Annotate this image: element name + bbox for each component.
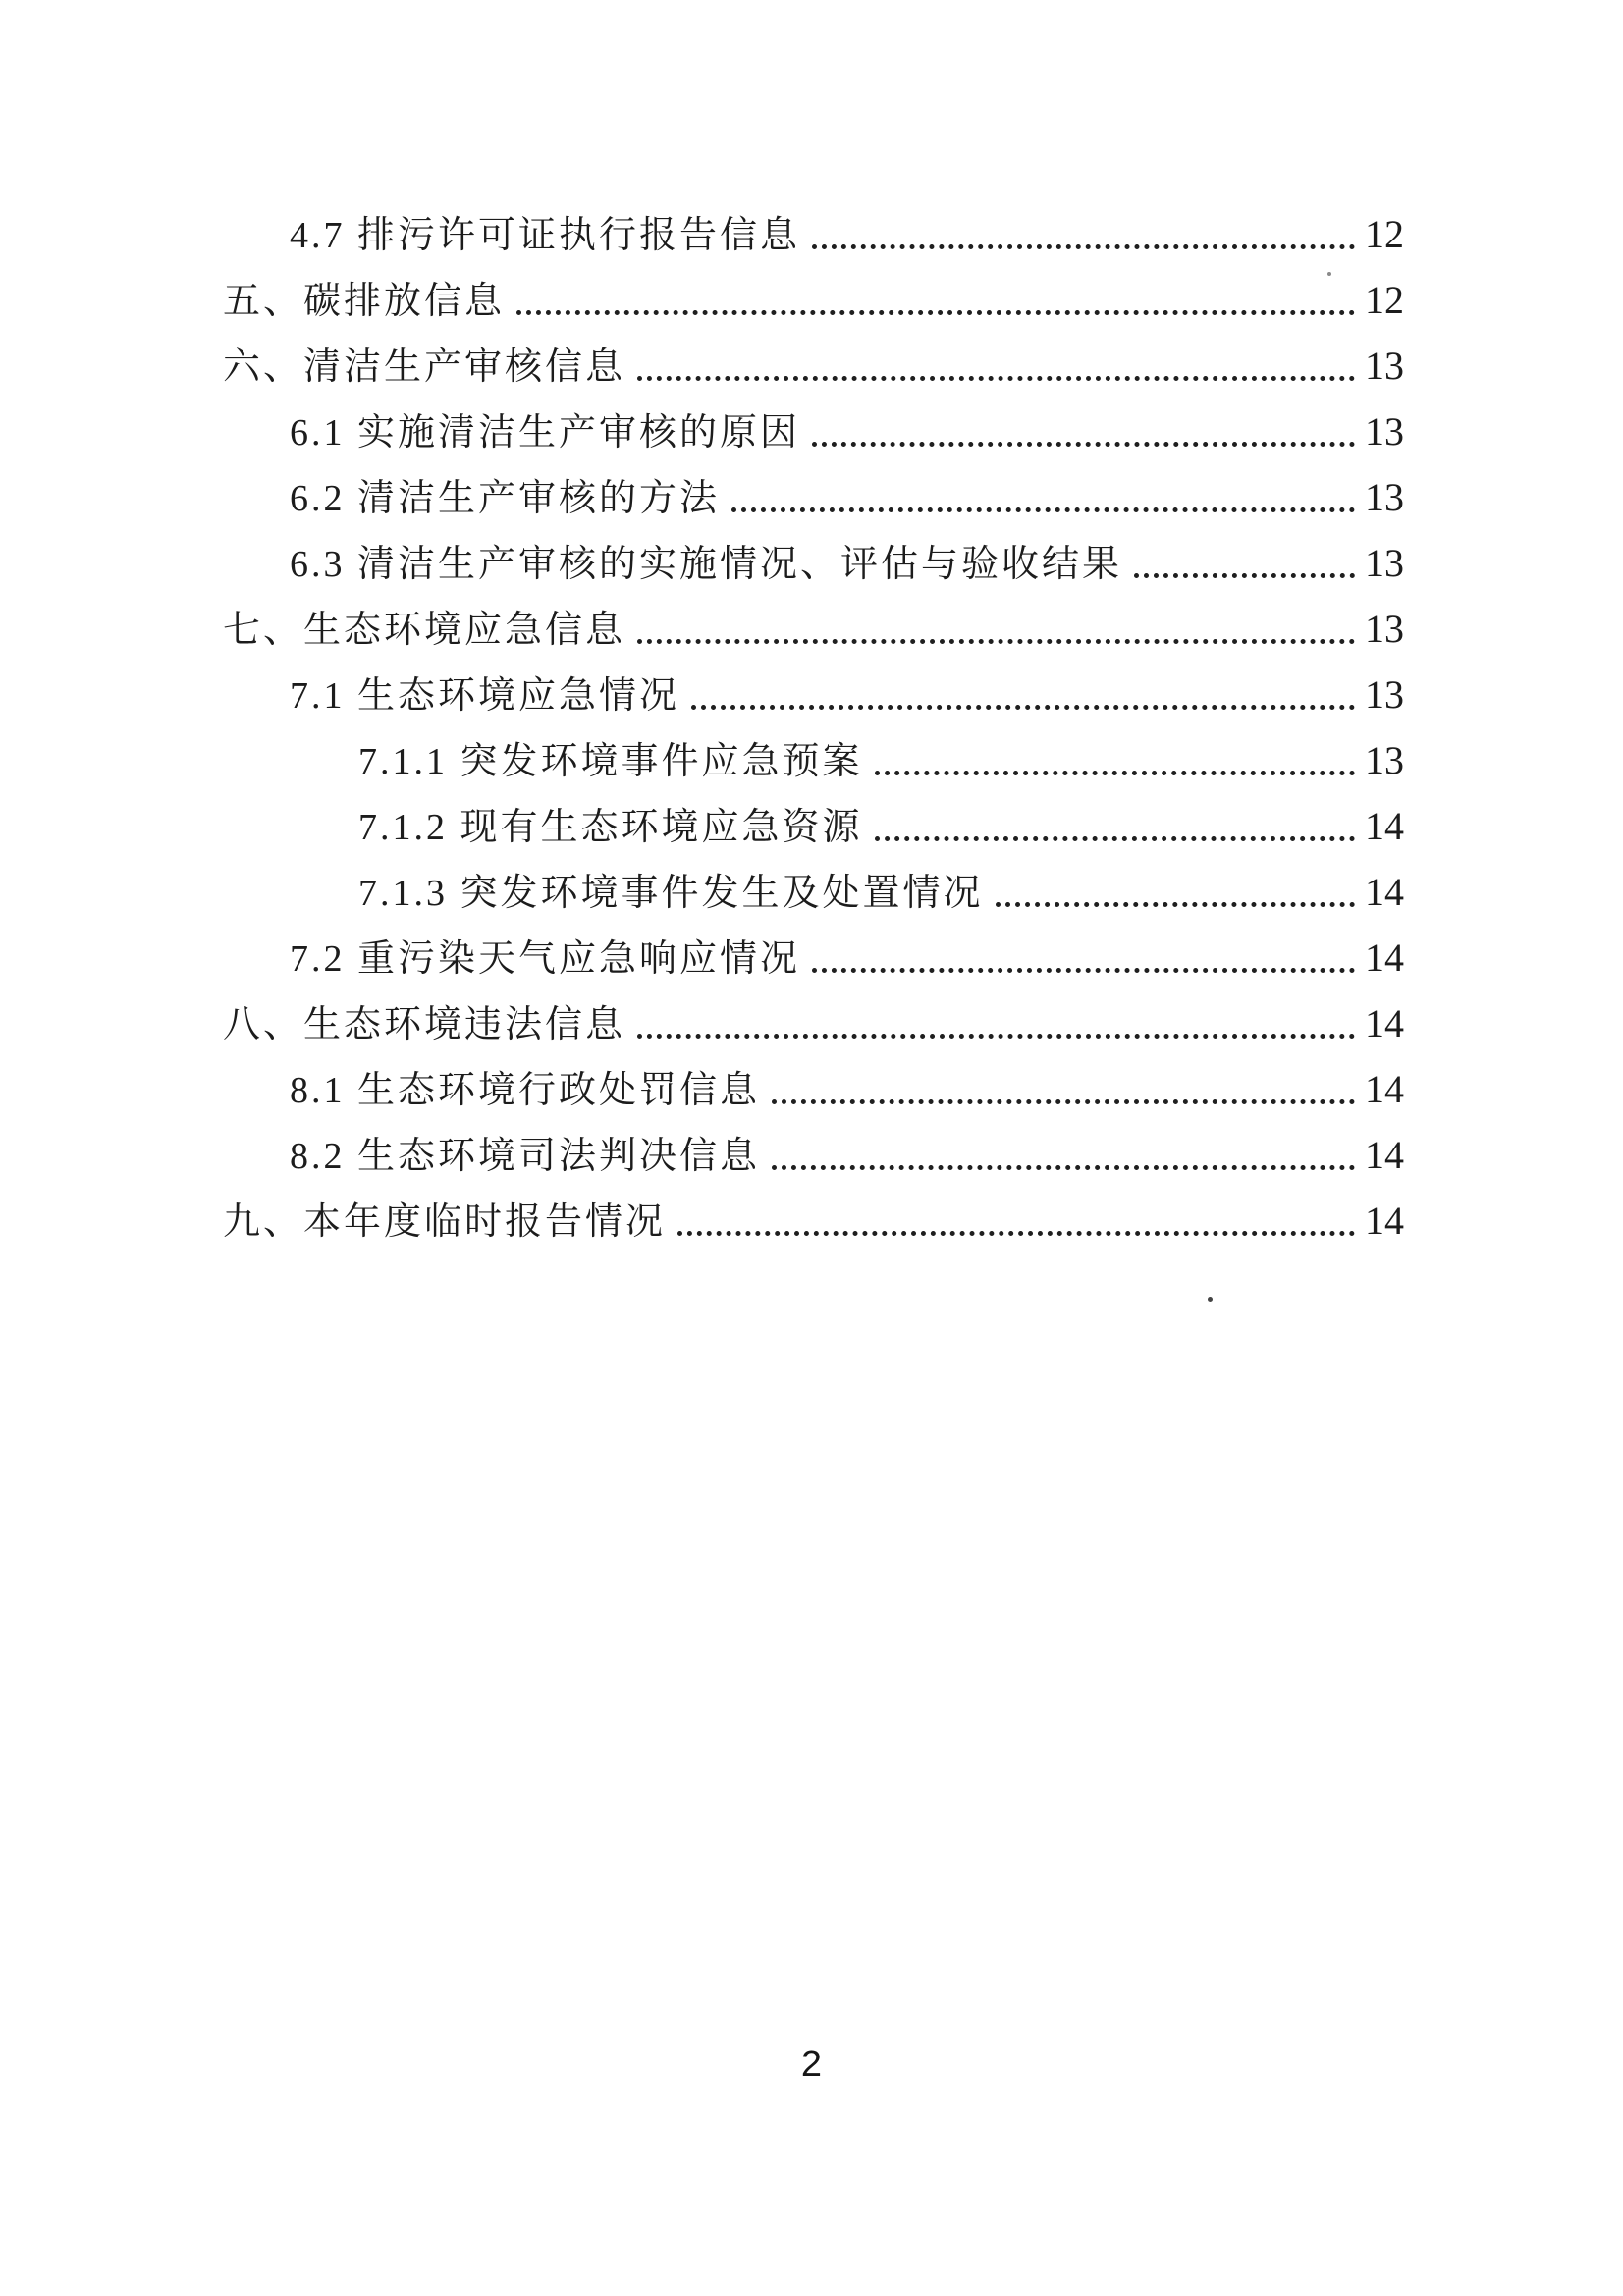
footer-page-number: 2 <box>800 2044 823 2085</box>
toc-entry <box>0 983 1404 1048</box>
toc-entry-label: 7.1.1 突发环境事件应急预案 <box>358 740 863 782</box>
toc-entry <box>0 588 1404 654</box>
dot-leader <box>637 639 1355 644</box>
toc-entry <box>0 720 1404 785</box>
toc-entry-page: 13 <box>1365 738 1404 782</box>
toc-entry <box>0 654 1404 720</box>
toc-entry <box>0 391 1404 456</box>
toc-entry <box>0 1114 1404 1180</box>
toc-entry-page: 14 <box>1365 1133 1404 1177</box>
dot-leader <box>875 836 1355 841</box>
toc-entry-page: 13 <box>1365 409 1404 454</box>
dot-leader <box>1134 573 1355 578</box>
toc-entry <box>0 785 1404 851</box>
toc-entry-label: 6.3 清洁生产审核的实施情况、评估与验收结果 <box>290 543 1123 585</box>
dot-leader <box>875 771 1355 775</box>
toc-entry <box>0 456 1404 522</box>
toc-entry-page: 13 <box>1365 475 1404 519</box>
toc-entry <box>0 325 1404 391</box>
toc-entry <box>0 193 1404 259</box>
toc-entry-label: 7.1 生态环境应急情况 <box>290 674 680 717</box>
toc-entry-label: 6.2 清洁生产审核的方法 <box>290 477 721 519</box>
toc-entry-label: 九、本年度临时报告情况 <box>223 1201 667 1243</box>
toc-entry-label: 6.1 实施清洁生产审核的原因 <box>290 411 801 454</box>
toc-entry-page: 13 <box>1365 672 1404 717</box>
toc-entry <box>0 259 1404 325</box>
dot-leader <box>996 902 1355 907</box>
scan-artifact-dot <box>1208 1297 1213 1302</box>
toc-entry <box>0 1180 1404 1246</box>
dot-leader <box>812 442 1355 447</box>
dot-leader <box>772 1099 1355 1104</box>
toc-entry-page: 14 <box>1365 804 1404 848</box>
toc-entry-page: 14 <box>1365 870 1404 914</box>
toc-entry-label: 4.7 排污许可证执行报告信息 <box>290 214 801 256</box>
toc-entry-label: 八、生态环境违法信息 <box>223 1003 626 1045</box>
dot-leader <box>812 968 1355 973</box>
toc-entry-label: 7.1.2 现有生态环境应急资源 <box>358 806 863 848</box>
toc-entry-page: 12 <box>1365 278 1404 322</box>
toc-entry-label: 7.2 重污染天气应急响应情况 <box>290 937 801 980</box>
toc-entry-label: 8.2 生态环境司法判决信息 <box>290 1135 761 1177</box>
toc-entry <box>0 851 1404 917</box>
toc-entry-page: 13 <box>1365 607 1404 651</box>
dot-leader <box>691 705 1355 710</box>
dot-leader <box>637 1034 1355 1039</box>
dot-leader <box>516 310 1355 315</box>
toc-entry-page: 14 <box>1365 1199 1404 1243</box>
toc-entry-label: 五、碳排放信息 <box>223 280 506 322</box>
toc-entry <box>0 522 1404 588</box>
toc-entry-label: 六、清洁生产审核信息 <box>223 346 626 388</box>
dot-leader <box>677 1231 1355 1236</box>
dot-leader <box>812 244 1355 249</box>
toc-entry-page: 14 <box>1365 935 1404 980</box>
table-of-contents <box>0 193 1623 1246</box>
toc-entry <box>0 917 1404 983</box>
dot-leader <box>731 507 1355 512</box>
dot-leader <box>637 376 1355 381</box>
toc-entry-page: 14 <box>1365 1001 1404 1045</box>
toc-entry-label: 七、生态环境应急信息 <box>223 609 626 651</box>
toc-entry-page: 13 <box>1365 541 1404 585</box>
toc-entry-page: 13 <box>1365 344 1404 388</box>
dot-leader <box>772 1165 1355 1170</box>
toc-entry-page: 12 <box>1365 212 1404 256</box>
toc-entry-page: 14 <box>1365 1067 1404 1111</box>
toc-entry <box>0 1048 1404 1114</box>
scan-artifact-dot <box>1327 272 1331 276</box>
toc-entry-label: 8.1 生态环境行政处罚信息 <box>290 1069 761 1111</box>
toc-entry-label: 7.1.3 突发环境事件发生及处置情况 <box>358 872 984 914</box>
